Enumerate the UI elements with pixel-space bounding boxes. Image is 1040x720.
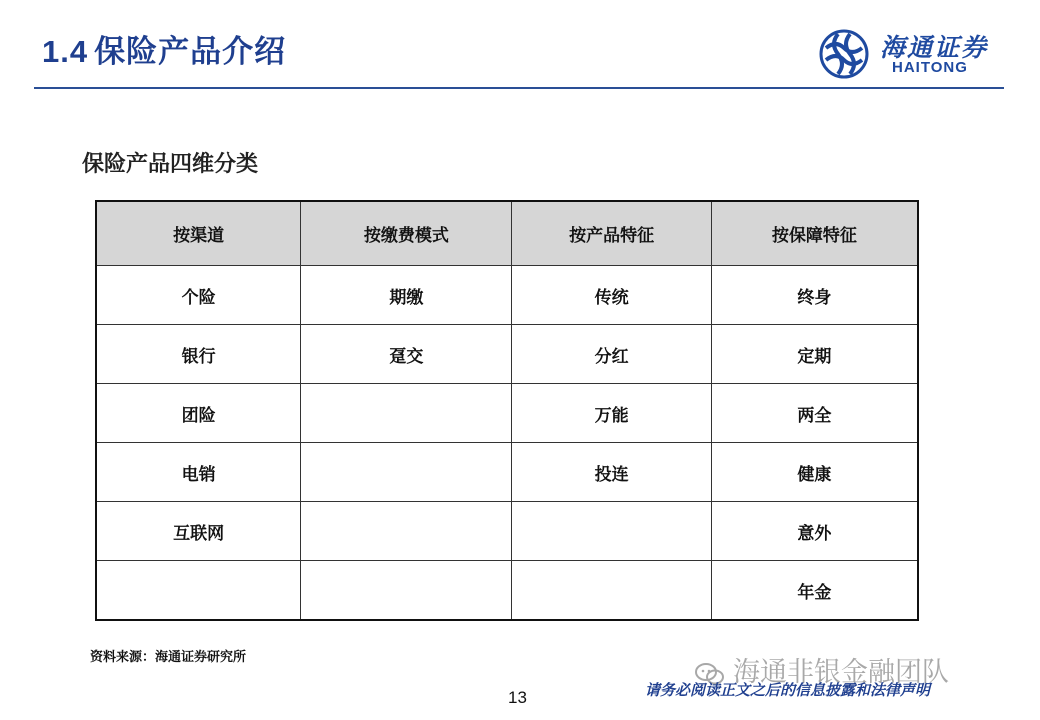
table-cell: 分红	[512, 325, 711, 384]
table-row	[96, 384, 918, 443]
table-cell	[301, 561, 512, 621]
table-cell: 意外	[711, 502, 918, 561]
table-header-row	[96, 201, 918, 266]
header-channel: 按渠道	[96, 201, 301, 266]
table-row	[96, 443, 918, 502]
classification-table	[95, 200, 919, 621]
table-cell: 团险	[96, 384, 301, 443]
watermark-text: 海通非银金融团队	[733, 657, 949, 688]
haitong-logo-icon	[818, 28, 874, 80]
table-cell: 万能	[512, 384, 711, 443]
table-cell: 健康	[711, 443, 918, 502]
table-cell	[301, 384, 512, 443]
table-cell	[301, 502, 512, 561]
header-coverage-feature: 按保障特征	[711, 201, 918, 266]
table-cell: 定期	[711, 325, 918, 384]
table-cell	[512, 561, 711, 621]
table-cell: 趸交	[301, 325, 512, 384]
table-row	[96, 325, 918, 384]
logo-name-cn: 海通证券	[880, 33, 989, 62]
table-cell: 投连	[512, 443, 711, 502]
table-row	[96, 502, 918, 561]
table-cell: 个险	[96, 266, 301, 325]
table-cell	[512, 502, 711, 561]
haitong-logo	[818, 28, 1008, 80]
legal-disclaimer: 请务必阅读正文之后的信息披露和法律声明	[645, 681, 931, 699]
header-payment-mode: 按缴费模式	[301, 201, 512, 266]
section-number: 1.4	[42, 34, 89, 69]
table-cell: 两全	[711, 384, 918, 443]
title-divider	[34, 87, 1004, 89]
source-note: 资料来源：海通证券研究所	[90, 650, 247, 665]
slide-title	[42, 26, 286, 71]
table-cell	[96, 561, 301, 621]
header-product-feature: 按产品特征	[512, 201, 711, 266]
table-row	[96, 561, 918, 621]
page-number: 13	[508, 688, 527, 707]
table-cell	[301, 443, 512, 502]
table-cell: 传统	[512, 266, 711, 325]
table-cell: 互联网	[96, 502, 301, 561]
logo-name-en: HAITONG	[892, 59, 968, 76]
table-caption: 保险产品四维分类	[82, 151, 259, 177]
table-cell: 电销	[96, 443, 301, 502]
table-cell: 年金	[711, 561, 918, 621]
table-cell: 银行	[96, 325, 301, 384]
table-cell: 终身	[711, 266, 918, 325]
title-text: 保险产品介绍	[94, 34, 287, 70]
table-cell: 期缴	[301, 266, 512, 325]
table-row	[96, 266, 918, 325]
